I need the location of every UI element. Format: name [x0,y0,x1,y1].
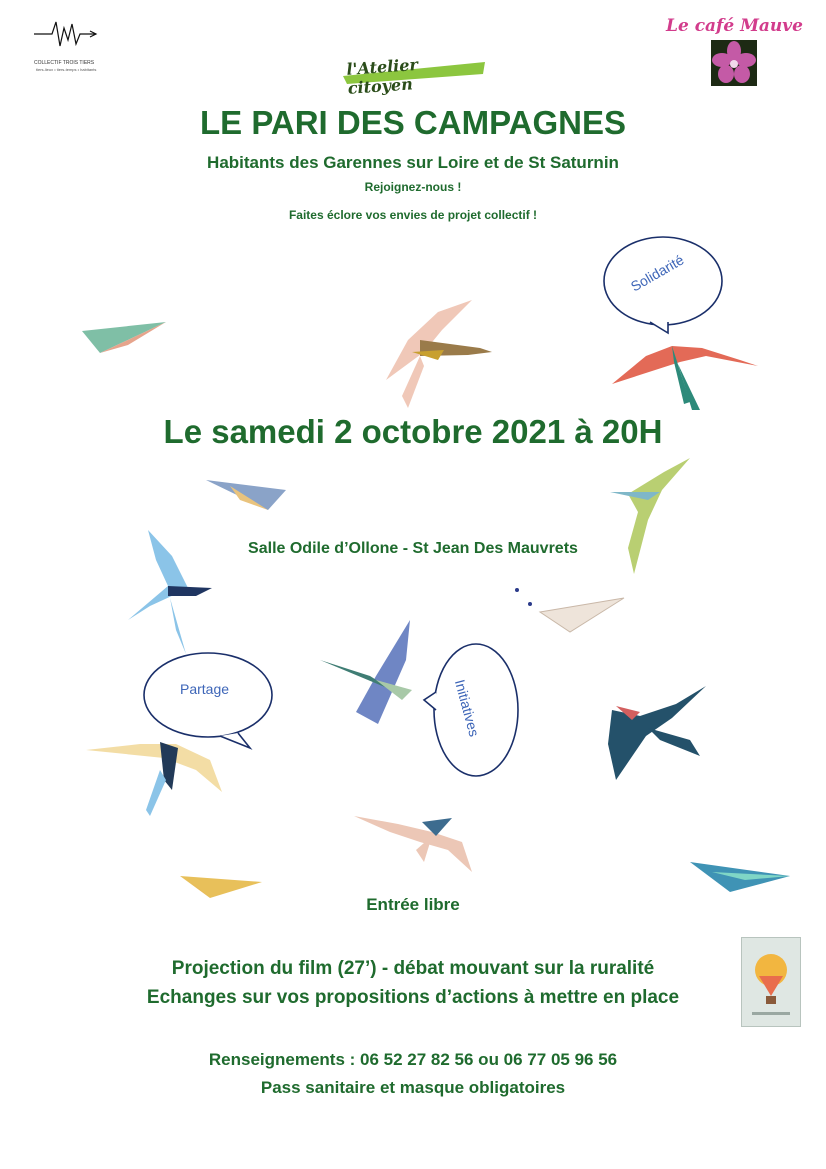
collectif-tagline: tiers-lieux • tiers-temps • habitants [36,67,97,72]
speech-bubble-solidarite [604,237,722,333]
page-title: LE PARI DES CAMPAGNES [200,104,626,141]
flower-icon [711,40,757,86]
film-poster-thumbnail [741,937,801,1027]
subtitle: Habitants des Garennes sur Loire et de St Saturnin [207,153,619,172]
flower-photo [711,40,757,86]
hot-air-balloon-icon [742,938,800,1026]
swallow-icon [320,620,412,724]
atelier-citoyen-logo [337,48,487,98]
health-pass-notice: Pass sanitaire et masque obligatoires [260,1078,566,1097]
program-exchanges: Echanges sur vos propositions d’actions à mettre en place [146,987,680,1008]
join-text: Rejoignez-nous ! [364,180,462,194]
atelier-text: l'Atelier citoyen [345,54,419,98]
event-date: Le samedi 2 octobre 2021 à 20H [163,413,663,450]
swallow-icon [354,816,472,872]
paper-plane-icon [82,322,166,353]
bubble-label-solidarite: Solidarité [627,251,687,295]
heartbeat-icon [30,14,100,54]
speech-bubble-partage [144,653,272,748]
swallow-icon [612,346,758,410]
cafe-text: Le café Mauve [666,16,803,36]
event-venue: Salle Odile d’Ollone - St Jean Des Mauvrets [248,540,578,557]
swallow-icon [386,300,492,408]
paper-plane-icon [206,480,286,510]
paper-plane-icon [690,862,790,892]
collectif-name: COLLECTIF TROIS TIERS [34,60,95,66]
hatch-text: Faites éclore vos envies de projet collectif ! [288,208,538,222]
paper-plane-icon [515,588,624,632]
bubble-label-initiatives: Initiatives [451,677,483,739]
bubble-label-partage: Partage [180,681,230,697]
swallow-icon [608,686,706,780]
collectif-trois-tiers-logo [30,14,110,74]
contact-info: Renseignements : 06 52 27 82 56 ou 06 77 05 96 56 [208,1050,618,1069]
program-film: Projection du film (27’) - débat mouvant sur la ruralité [171,958,655,979]
swallow-icon [86,742,222,816]
cafe-mauve-logo [660,12,815,87]
entry-info: Entrée libre [366,895,460,914]
